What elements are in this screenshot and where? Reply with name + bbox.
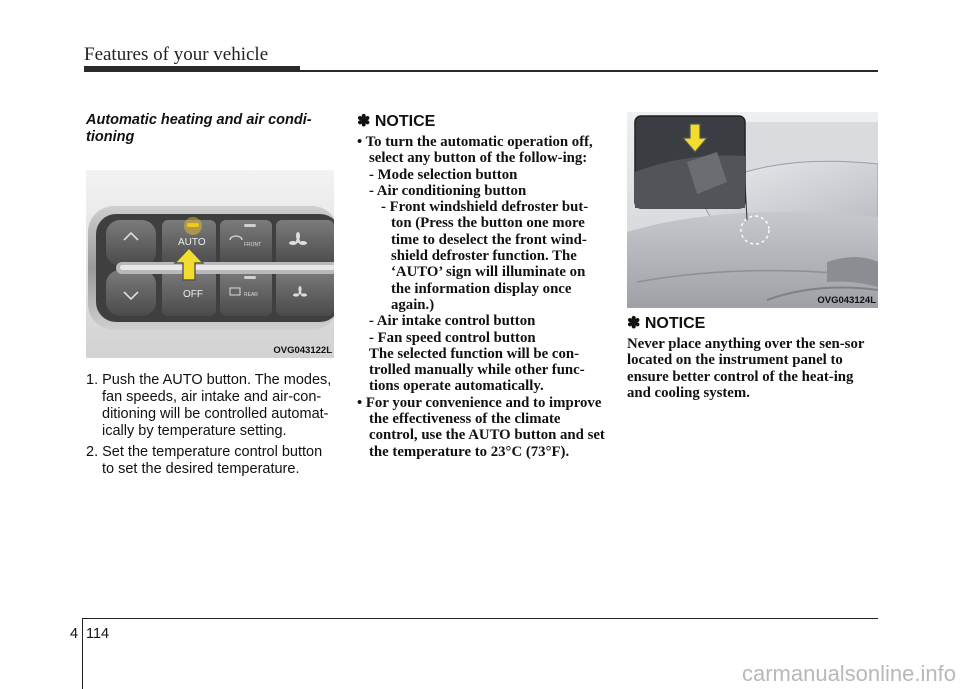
dashboard-sensor-illustration	[627, 112, 878, 308]
watermark: carmanualsonline.info	[741, 661, 956, 686]
notice-body: Never place anything over the sen-sor located on the instrument panel to ensure better control of the heat-ing and cooling system.	[627, 336, 865, 401]
list-item: - Fan speed control button	[369, 329, 536, 346]
bullet-intro: • To turn the automatic operation off, select any button of the follow-ing:	[357, 134, 593, 167]
list-item: - Mode selection button	[369, 166, 518, 183]
page-number-value: 114	[86, 626, 110, 642]
auto-label: AUTO	[178, 237, 206, 248]
list-item: - Air conditioning button	[369, 182, 527, 199]
list-item: - Front windshield defroster but-ton (Press the button one more time to deselect the front wind-shield defroster function. The ‘AUTO’ sign will illuminate on the information display once again.)	[381, 199, 589, 313]
notice-title: NOTICE	[644, 315, 706, 332]
step-item: 1. Push the AUTO button. The modes, fan speeds, air intake and air-con-ditioning will be controlled automat-ically by temperature setting.	[86, 372, 332, 439]
chapter-number: 4	[70, 626, 79, 642]
rear-label: REAR	[244, 292, 258, 298]
notice-title: NOTICE	[374, 113, 436, 130]
off-label: OFF	[183, 289, 203, 300]
bullet-tail: The selected function will be con-trolled manually while other func-tions operate automatically.	[369, 345, 585, 395]
notice-symbol-icon: ✽	[357, 113, 371, 130]
list-item: - Air intake control button	[369, 313, 536, 330]
step-item: 2. Set the temperature control button to set the desired temperature.	[86, 444, 323, 477]
notice-heading	[627, 314, 878, 334]
bullet-item: • For your convenience and to improve the effectiveness of the climate control, use the AUTO button and set the temperature to 23°C (73°F).	[357, 394, 605, 460]
sensor-location-figure	[627, 112, 878, 308]
climate-panel-illustration	[86, 170, 334, 358]
figure-code: OVG043124L	[817, 295, 876, 306]
notice-heading	[357, 112, 607, 132]
page-number	[70, 626, 109, 642]
steps-list	[86, 372, 334, 478]
section-heading: Automatic heating and air condi-tioning	[86, 112, 312, 145]
header-rule-thick	[84, 66, 300, 72]
page-header-title: Features of your vehicle	[84, 44, 269, 65]
notice-body	[357, 134, 607, 460]
left-column	[86, 112, 334, 482]
middle-column	[357, 112, 607, 460]
front-label: FRONT	[244, 242, 262, 248]
footer-rule	[82, 618, 878, 619]
figure-code: OVG043122L	[273, 345, 332, 356]
climate-control-figure	[86, 170, 334, 358]
header-rule-thin	[300, 70, 878, 72]
right-column	[627, 112, 878, 401]
notice-symbol-icon: ✽	[627, 315, 641, 332]
